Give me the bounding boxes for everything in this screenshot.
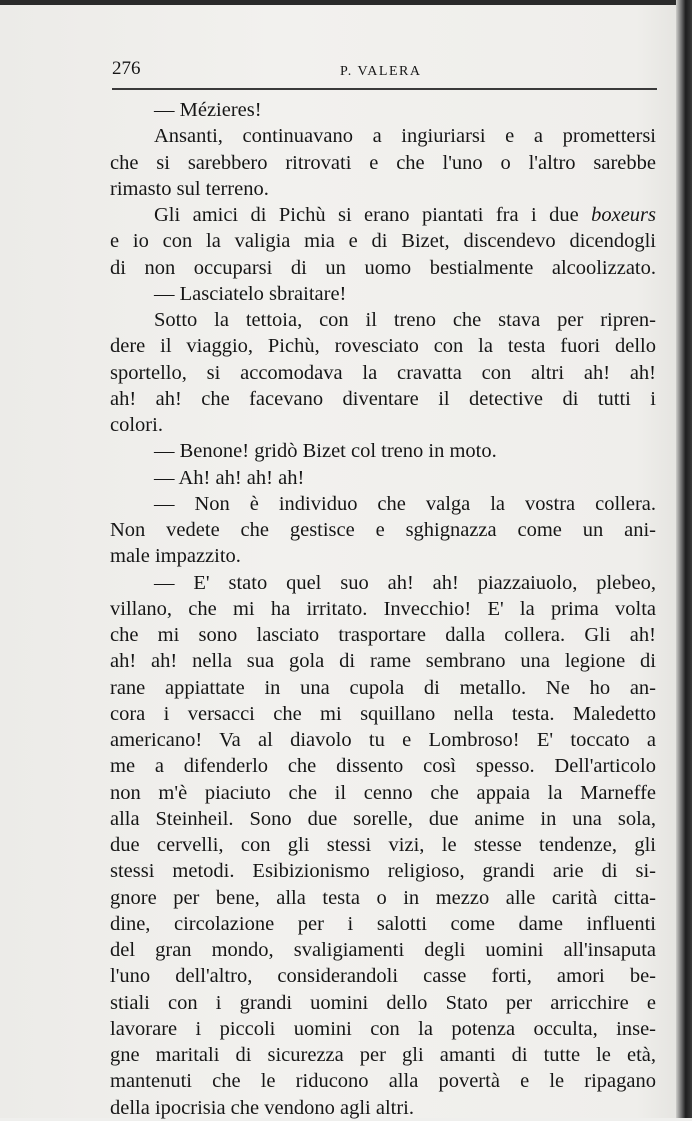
text-line-content: cora i versacci che mi squillano nella testa. Maledetto: [110, 702, 656, 725]
text-line-content: rimasto sul terreno.: [110, 177, 269, 200]
text-line-content: villano, che mi ha irritato. Invecchio! E' la prima volta: [110, 597, 656, 620]
text-line: [110, 911, 656, 937]
text-line: [110, 1016, 656, 1042]
text-line-content: — Ah! ah! ah! ah!: [154, 466, 305, 489]
text-line-content: — Mézieres!: [154, 99, 262, 121]
text-line-content: colori.: [110, 414, 163, 436]
text-line-content: ah! ah! nella sua gola di rame sembrano una legione di: [110, 650, 656, 673]
text-line: [110, 963, 656, 989]
text-line: [110, 701, 656, 727]
text-line-content: dere il viaggio, Pichù, rovesciato con la testa fuori dello: [110, 335, 656, 358]
text-line-content: stessi metodi. Esibizionismo religioso, grandi arie di si-: [110, 860, 656, 883]
text-line-content: stiali con i grandi uomini dello Stato per arricchire e: [110, 991, 656, 1014]
text-line-content: Non vedete che gestisce e sghignazza come un ani-: [110, 519, 656, 541]
page-header: [112, 58, 657, 88]
text-line: [110, 491, 656, 517]
text-line: [110, 858, 656, 884]
text-line: [110, 202, 656, 228]
text-line: [110, 885, 656, 911]
text-line: [110, 543, 656, 569]
text-line-content: dine, circolazione per i salotti come dame influenti: [110, 912, 656, 935]
running-head: P. VALERA: [340, 64, 422, 79]
text-line: [110, 438, 656, 464]
text-line: [110, 176, 656, 202]
text-line-content: gne maritali di sicurezza per gli amanti di tutte le età,: [110, 1044, 656, 1066]
text-line: [110, 465, 656, 491]
page-top-edge: [0, 0, 692, 5]
text-line-content: della ipocrisia che vendono agli altri.: [110, 1096, 414, 1119]
text-line: [110, 1042, 656, 1068]
text-line: [110, 832, 656, 858]
text-line: [110, 648, 656, 674]
text-line-content: rane appiattate in una cupola di metallo. Ne ho an-: [110, 676, 656, 699]
text-line-content: non m'è piaciuto che il cenno che appaia la Marneffe: [110, 781, 656, 804]
text-line-content: che mi sono lasciato trasportare dalla collera. Gli ah!: [110, 624, 656, 646]
italic-term: boxeurs: [591, 204, 656, 226]
body-text: [110, 97, 656, 1121]
text-line: [110, 412, 656, 438]
text-line-content: e io con la valigia mia e di Bizet, discendevo dicendogli: [110, 230, 656, 253]
text-line-content: Ansanti, continuavano a ingiuriarsi e a promettersi: [154, 125, 656, 148]
text-line-content: gnore per bene, alla testa o in mezzo alle carità citta-: [110, 886, 656, 909]
text-line: [110, 150, 656, 176]
text-line-content: lavorare i piccoli uomini con la potenza occulta, inse-: [110, 1017, 656, 1040]
text-line-content: di non occuparsi di un uomo bestialmente alcoolizzato.: [110, 256, 656, 279]
text-line-content: americano! Va al diavolo tu e Lombroso! E' toccato a: [110, 729, 656, 751]
text-line-content: — E' stato quel suo ah! ah! piazzaiuolo, plebeo,: [154, 571, 656, 594]
text-line-content: ah! ah! che facevano diventare il detective di tutti i: [110, 387, 656, 410]
text-line: [110, 123, 656, 149]
text-line: [110, 255, 656, 281]
text-line-content: mantenuti che le riducono alla povertà e le ripagano: [110, 1070, 656, 1093]
text-line: [110, 570, 656, 596]
text-line-content: sportello, si accomodava la cravatta con altri ah! ah!: [110, 361, 656, 384]
text-line: [110, 1095, 656, 1121]
text-line-content: del gran mondo, svaligiamenti degli uomini all'insaputa: [110, 939, 656, 961]
text-line: [110, 281, 656, 307]
text-line: [110, 333, 656, 359]
text-line-content: alla Steinheil. Sono due sorelle, due anime in una sola,: [110, 807, 656, 830]
text-line-content: me a difenderlo che dissento così spesso. Dell'articolo: [110, 755, 656, 778]
text-line: [110, 990, 656, 1016]
text-line-content: l'uno dell'altro, considerandoli casse forti, amori be-: [110, 965, 656, 988]
text-line: [110, 360, 656, 386]
text-line: [110, 937, 656, 963]
text-line: [110, 517, 656, 543]
text-line-content: — Non è individuo che valga la vostra collera.: [154, 492, 656, 515]
header-rule: [112, 88, 657, 90]
text-line: [110, 622, 656, 648]
text-line-content: Gli amici di Pichù si erano piantati fra i due: [154, 204, 592, 226]
text-line-content: Sotto la tettoia, con il treno che stava per ripren-: [154, 309, 656, 331]
text-line-content: male impazzito.: [110, 545, 241, 568]
text-line: [110, 386, 656, 412]
text-line: [110, 596, 656, 622]
text-line: [110, 97, 656, 123]
text-line: [110, 753, 656, 779]
text-line: [110, 780, 656, 806]
page-number: 276: [112, 58, 141, 79]
text-line: [110, 228, 656, 254]
text-line: [110, 806, 656, 832]
text-line: [110, 727, 656, 753]
text-line-content: — Lasciatelo sbraitare!: [154, 282, 347, 305]
book-spine-shadow: [676, 0, 692, 1118]
text-line-content: che si sarebbero ritrovati e che l'uno o l'altro sarebbe: [110, 151, 656, 174]
text-line: [110, 1068, 656, 1094]
text-line: [110, 307, 656, 333]
text-line-content: — Benone! gridò Bizet col treno in moto.: [154, 440, 497, 463]
text-line-content: due cervelli, con gli stessi vizi, le stesse tendenze, gli: [110, 834, 656, 856]
text-line: [110, 675, 656, 701]
